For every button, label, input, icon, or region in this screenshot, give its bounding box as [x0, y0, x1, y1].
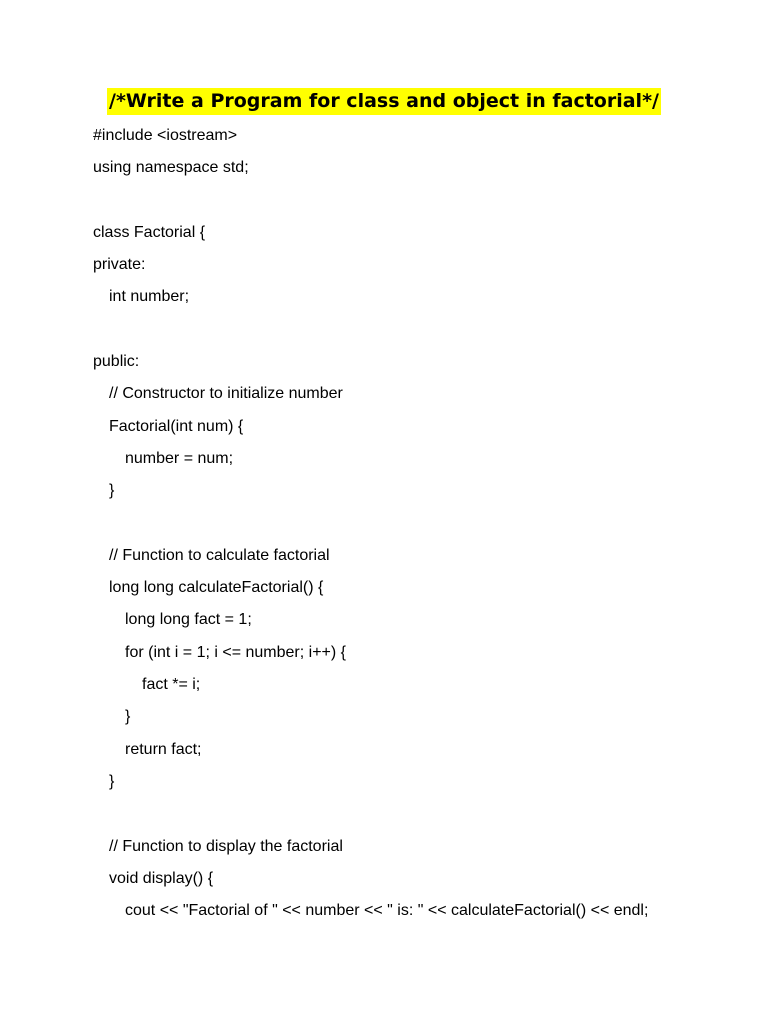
code-line: void display() { — [109, 869, 214, 887]
code-line: private: — [93, 256, 146, 274]
blank-line — [93, 508, 753, 540]
blank-line — [93, 185, 753, 217]
blank-line — [93, 798, 753, 830]
code-line: Factorial(int num) { — [109, 417, 244, 435]
title-block — [0, 88, 768, 115]
code-line: } — [109, 482, 115, 500]
code-line: number = num; — [125, 449, 234, 467]
code-line: return fact; — [125, 740, 202, 758]
code-line: cout << "Factorial of " << number << " is: " << calculateFactorial() << endl; — [125, 902, 649, 920]
code-line: // Constructor to initialize number — [109, 385, 343, 403]
code-line: // Function to display the factorial — [109, 837, 343, 855]
code-line: fact *= i; — [142, 676, 201, 694]
code-line: using namespace std; — [93, 159, 249, 177]
code-line: public: — [93, 353, 140, 371]
code-line: } — [125, 708, 131, 726]
code-line: long long calculateFactorial() { — [109, 579, 324, 597]
code-line: for (int i = 1; i <= number; i++) { — [125, 643, 346, 661]
code-line: class Factorial { — [93, 223, 206, 241]
blank-line — [93, 314, 753, 346]
code-line: long long fact = 1; — [125, 611, 252, 629]
document-title: /*Write a Program for class and object in factorial*/ — [107, 88, 661, 115]
code-line: int number; — [109, 288, 190, 306]
code-line: } — [109, 772, 115, 790]
code-line: #include <iostream> — [93, 127, 238, 144]
code-line: // Function to calculate factorial — [109, 546, 330, 564]
code-listing — [93, 120, 753, 927]
